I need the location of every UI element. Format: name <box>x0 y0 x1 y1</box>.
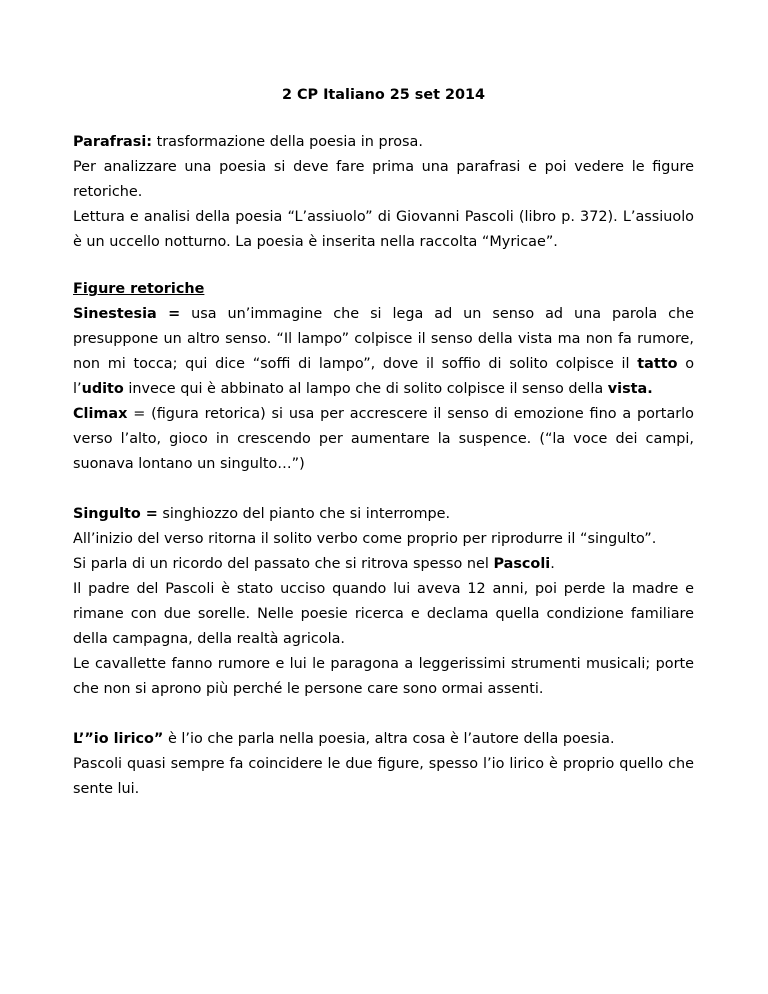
parafrasi-paragraph <box>73 130 694 155</box>
io-lirico-paragraph: L’”io lirico” è l’io che parla nella poesia, altra cosa è l’autore della poesia. <box>73 731 615 747</box>
analysis-paragraph: Per analizzare una poesia si deve fare prima una parafrasi e poi vedere le figure retoriche. <box>73 159 694 200</box>
biography-paragraph: Il padre del Pascoli è stato ucciso quando lui aveva 12 anni, poi perde la madre e rimane con due sorelle. Nelle poesie ricerca e declama quella condizione familiare della campagna, della realtà agricola. <box>73 581 694 647</box>
climax-paragraph: Climax = (figura retorica) si usa per accrescere il senso di emozione fino a portarlo verso l’alto, gioco in crescendo per aumentare la suspence. (“la voce dei campi, suonava lontano un singulto…”) <box>73 406 694 472</box>
memory-paragraph: Si parla di un ricordo del passato che si ritrova spesso nel Pascoli. <box>73 556 555 572</box>
sinestesia-term: Sinestesia = <box>73 306 181 322</box>
reading-paragraph: Lettura e analisi della poesia “L’assiuolo” di Giovanni Pascoli (libro p. 372). L’assiuolo è un uccello notturno. La poesia è inserita nella raccolta “Myricae”. <box>73 209 694 250</box>
verse-paragraph: All’inizio del verso ritorna il solito verbo come proprio per riprodurre il “singulto”. <box>73 531 657 547</box>
singulto-term: Singulto = <box>73 506 158 522</box>
parafrasi-term: Parafrasi: <box>73 134 153 150</box>
document-title: 2 CP Italiano 25 set 2014 <box>281 87 486 103</box>
sinestesia-paragraph: Sinestesia = usa un’immagine che si lega ad un senso ad una parola che presuppone un altro senso. “Il lampo” colpisce il senso della vista ma non fa rumore, non mi tocca; qui dice “soffi di lampo”, dove il soffio di solito colpisce il tatto o l’udito invece qui è abbinato al lampo che di solito colpisce il senso della vista. <box>73 306 694 397</box>
climax-term: Climax <box>73 406 128 422</box>
io-lirico-term: L’”io lirico” <box>73 731 164 747</box>
singulto-paragraph: Singulto = singhiozzo del pianto che si interrompe. <box>73 506 451 522</box>
coincidence-paragraph: Pascoli quasi sempre fa coincidere le due figure, spesso l’io lirico è proprio quello che sente lui. <box>73 756 694 797</box>
figure-retoriche-heading: Figure retoriche <box>73 281 205 297</box>
cavallette-paragraph: Le cavallette fanno rumore e lui le paragona a leggerissimi strumenti musicali; porte che non si aprono più perché le persone care sono ormai assenti. <box>73 656 694 697</box>
document-page <box>73 82 694 802</box>
parafrasi-definition: trasformazione della poesia in prosa. <box>152 134 423 150</box>
